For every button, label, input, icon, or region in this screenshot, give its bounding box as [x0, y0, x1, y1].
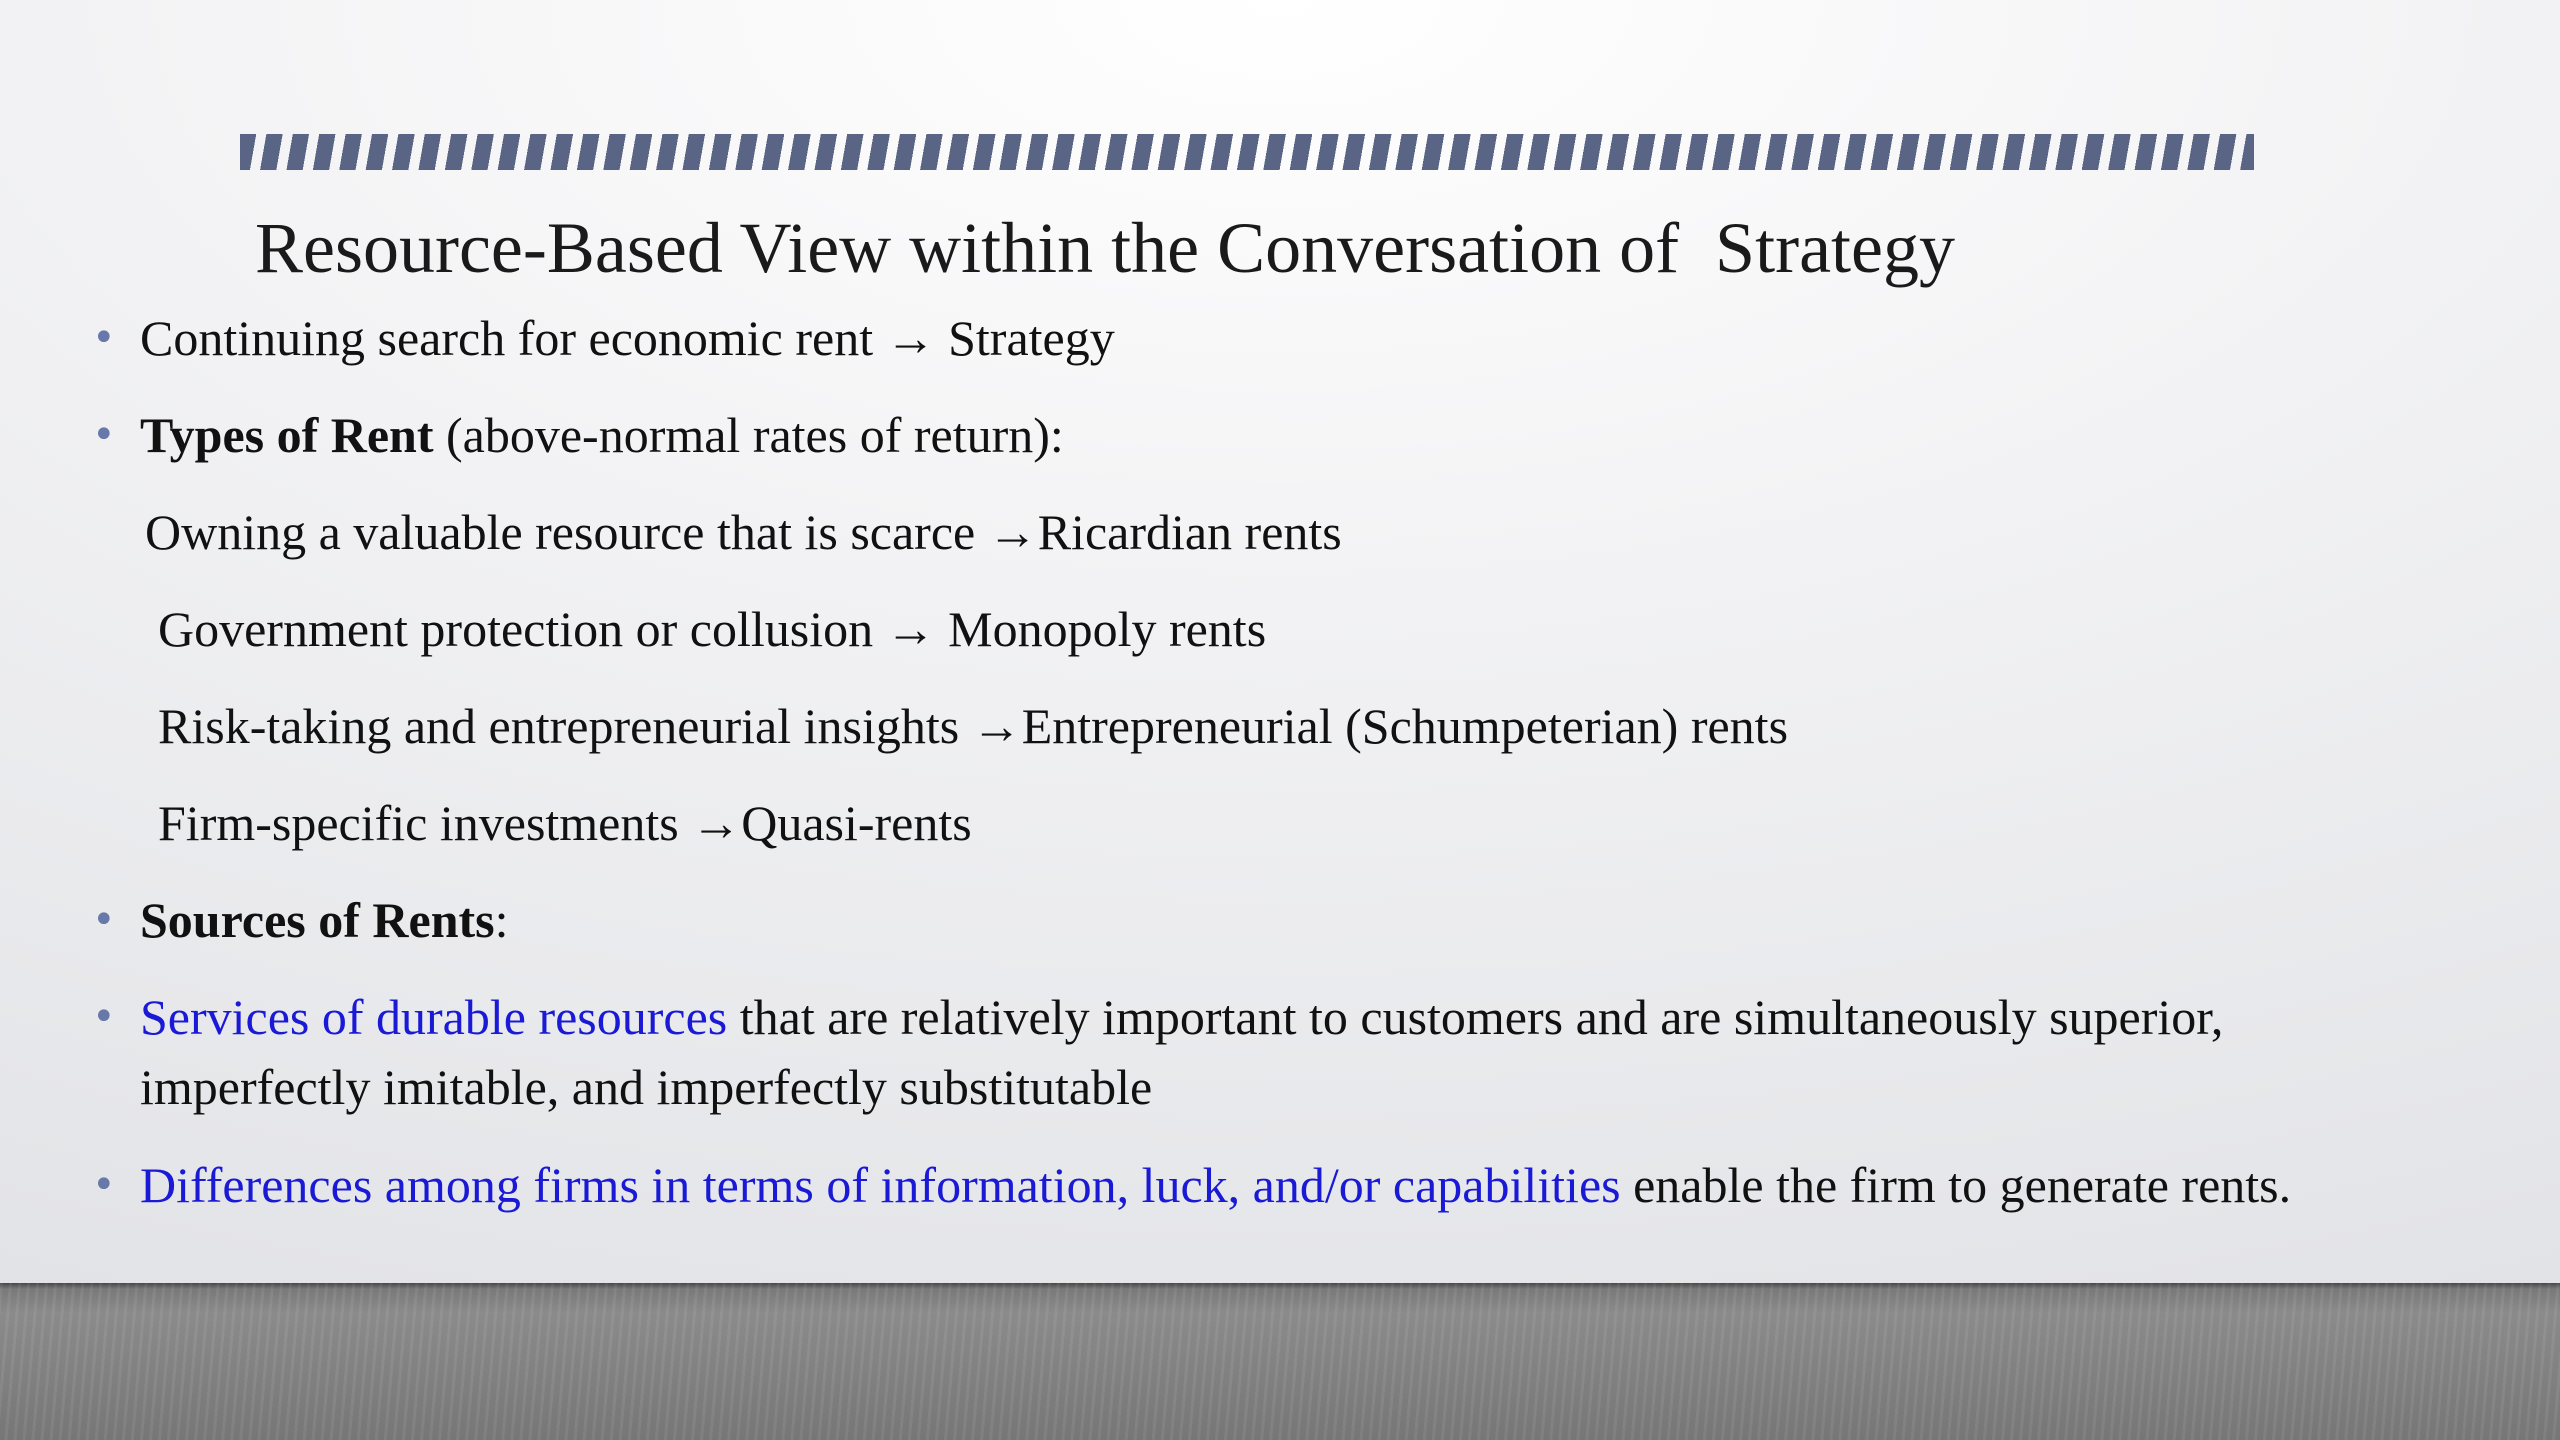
slide-title: Resource-Based View within the Conversation of Strategy: [255, 208, 1955, 288]
sub-item-monopoly-rents: [158, 594, 1266, 664]
bullet-durable-resources: [92, 982, 2440, 1122]
bullet-sources-of-rents: [92, 885, 509, 955]
sub-item-text: Risk-taking and entrepreneurial insights →Entrepreneurial (Schumpeterian) rents: [158, 698, 1789, 754]
bullet-dot-icon: •: [92, 994, 116, 1040]
sub-item-text: Firm-specific investments →Quasi-rents: [158, 795, 972, 851]
sub-item-entrepreneurial-rents: [158, 691, 1788, 761]
decorative-stripe-bar: [240, 134, 2254, 170]
bullet-dot-icon: •: [92, 412, 116, 458]
bullet-heading: Types of Rent: [140, 407, 434, 463]
bullet-text: Continuing search for economic rent → Strategy: [140, 310, 1115, 366]
bullet-heading: Sources of Rents: [140, 892, 495, 948]
bullet-dot-icon: •: [92, 315, 116, 361]
bullet-text: :: [494, 892, 509, 948]
bullet-types-of-rent: [92, 400, 1064, 470]
sub-item-ricardian-rents: [145, 497, 1342, 567]
bullet-continuing-search: [92, 303, 1115, 373]
bullet-dot-icon: •: [92, 1162, 116, 1208]
bullet-dot-icon: •: [92, 897, 116, 943]
highlighted-phrase: Differences among firms in terms of information, luck, and/or capabilities: [140, 1157, 1621, 1213]
decorative-floor-band: [0, 1283, 2560, 1440]
sub-item-text: Owning a valuable resource that is scarce →Ricardian rents: [145, 504, 1342, 560]
highlighted-phrase: Services of durable resources: [140, 989, 728, 1045]
sub-item-text: Government protection or collusion → Monopoly rents: [158, 601, 1267, 657]
sub-item-quasi-rents: [158, 788, 972, 858]
bullet-text: enable the firm to generate rents.: [1620, 1157, 2292, 1213]
bullet-text: (above-normal rates of return):: [433, 407, 1064, 463]
bullet-text: that are relatively important to customers and are simultaneously superior, imperfectly imitable, and imperfectly substitutable: [140, 989, 2224, 1115]
bullet-differences-among-firms: [92, 1150, 2292, 1220]
